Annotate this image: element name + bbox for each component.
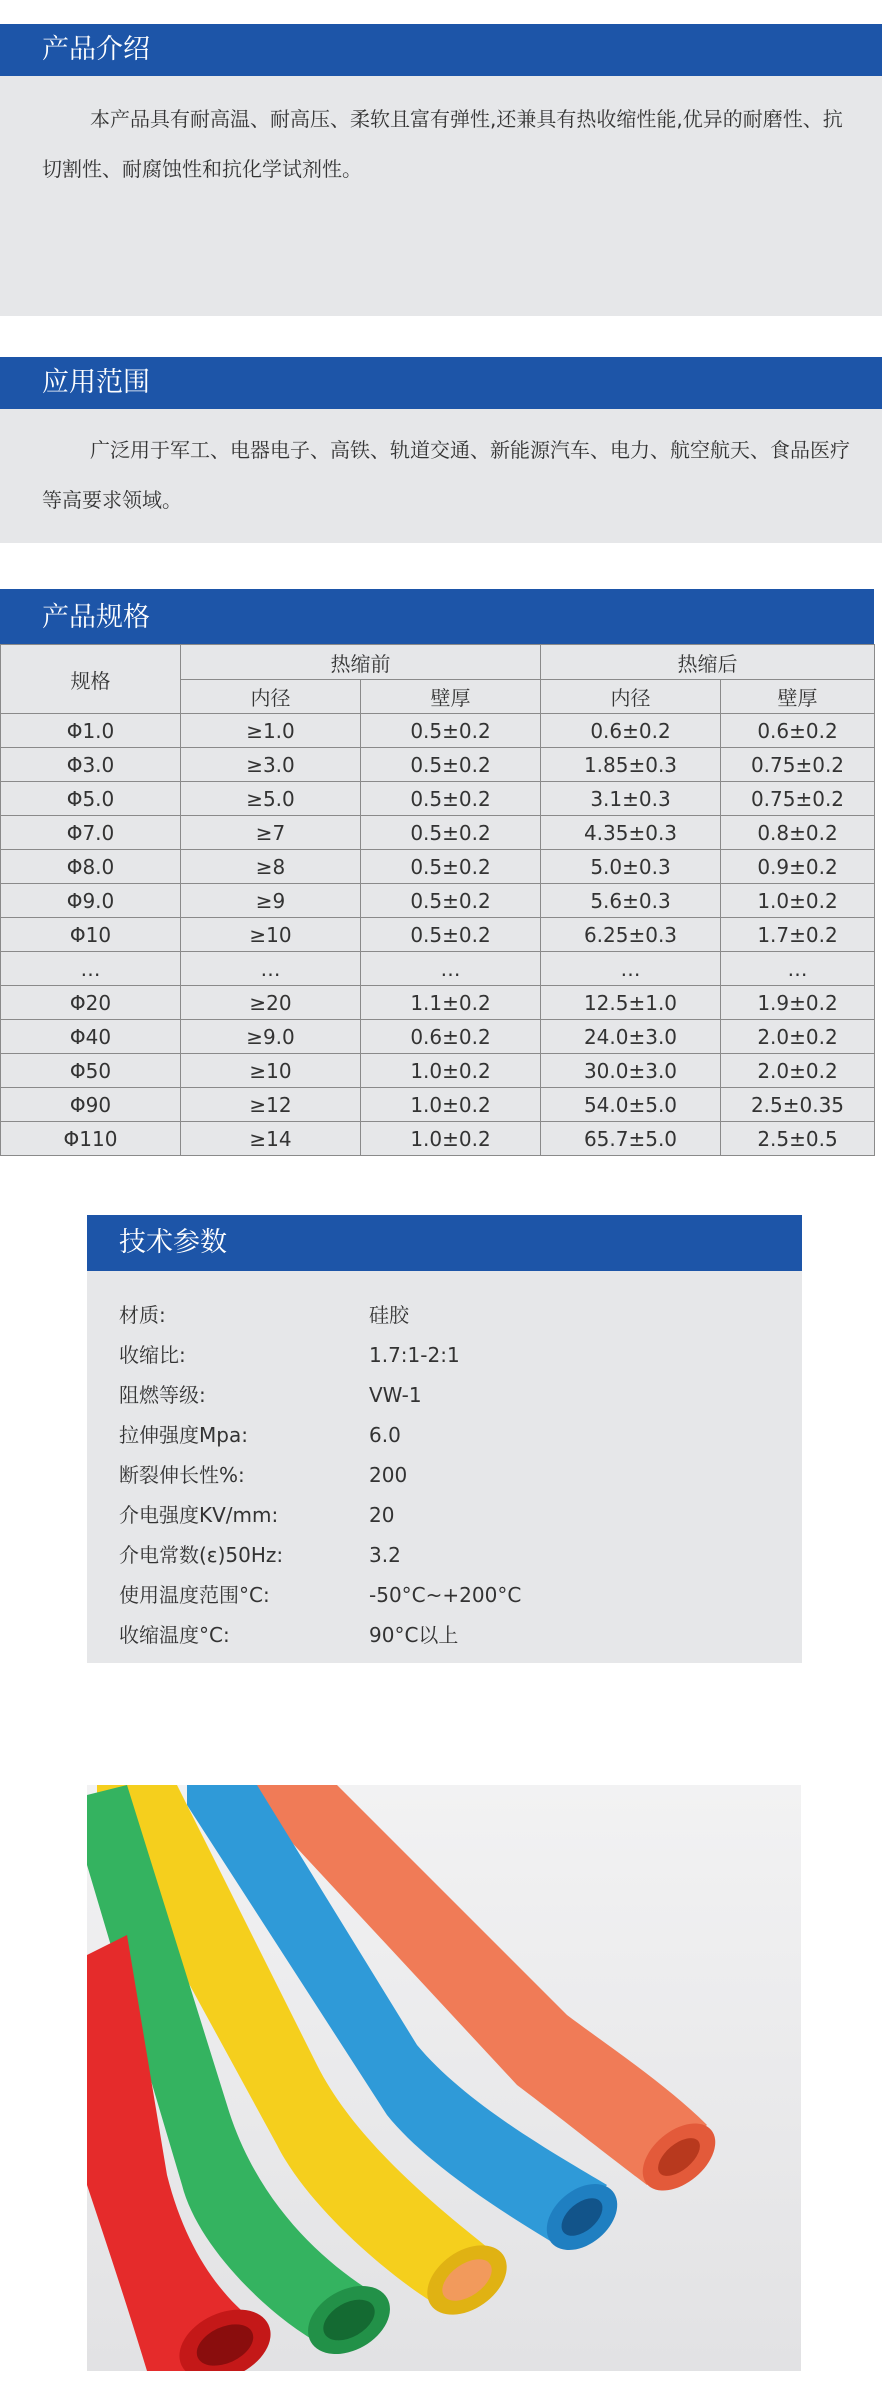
table-row [1,850,875,884]
table-cell: Φ1.0 [1,714,181,748]
tech-value: -50°C~+200°C [369,1583,522,1607]
tech-value: 硅胶 [369,1303,409,1327]
spec-table [0,644,875,1156]
intro-panel [0,76,882,316]
table-cell: 1.7±0.2 [721,918,875,952]
tech-value: 3.2 [369,1543,401,1567]
table-cell: 0.5±0.2 [361,918,541,952]
intro-title: 产品介绍 [0,24,882,76]
table-cell: … [1,952,181,986]
table-cell: Φ90 [1,1088,181,1122]
table-row [1,986,875,1020]
table-cell: 1.0±0.2 [361,1088,541,1122]
table-cell: Φ40 [1,1020,181,1054]
tech-value: 90°C以上 [369,1623,459,1647]
tech-key: 阻燃等级: [119,1383,206,1407]
table-row [1,748,875,782]
table-cell: 4.35±0.3 [541,816,721,850]
table-cell: 54.0±5.0 [541,1088,721,1122]
table-cell: 1.0±0.2 [361,1122,541,1156]
spec-sub-inner-before: 内径 [181,680,361,714]
table-row [1,918,875,952]
tech-value: 6.0 [369,1423,401,1447]
table-cell: ≥1.0 [181,714,361,748]
product-photo [87,1785,801,2371]
table-cell: 2.5±0.35 [721,1088,875,1122]
table-cell: 0.75±0.2 [721,782,875,816]
table-cell: ≥14 [181,1122,361,1156]
table-cell: Φ8.0 [1,850,181,884]
tubes-illustration [87,1785,801,2371]
spec-header-row [1,645,875,680]
table-cell: 0.5±0.2 [361,884,541,918]
tech-value: VW-1 [369,1383,422,1407]
spec-col-spec: 规格 [1,645,181,714]
table-row [1,816,875,850]
table-row [1,952,875,986]
tech-key: 收缩比: [119,1343,186,1367]
tech-key: 拉伸强度Mpa: [119,1423,248,1447]
table-cell: ≥10 [181,1054,361,1088]
table-cell: 24.0±3.0 [541,1020,721,1054]
table-cell: 0.6±0.2 [361,1020,541,1054]
tech-key: 介电常数(ε)50Hz: [119,1543,284,1567]
application-text: 广泛用于军工、电器电子、高铁、轨道交通、新能源汽车、电力、航空航天、食品医疗等高要求领域。 [42,438,850,512]
table-cell: … [721,952,875,986]
table-row [1,1122,875,1156]
tech-value: 200 [369,1463,408,1487]
table-cell: ≥20 [181,986,361,1020]
tech-key: 断裂伸长性%: [119,1463,245,1487]
tech-key: 收缩温度°C: [119,1623,230,1647]
table-cell: 5.6±0.3 [541,884,721,918]
intro-text: 本产品具有耐高温、耐高压、柔软且富有弹性,还兼具有热收缩性能,优异的耐磨性、抗切割性、耐腐蚀性和抗化学试剂性。 [42,107,843,181]
application-panel [0,409,882,543]
table-cell: 0.5±0.2 [361,748,541,782]
table-cell: 1.9±0.2 [721,986,875,1020]
table-cell: 3.1±0.3 [541,782,721,816]
table-cell: Φ20 [1,986,181,1020]
table-cell: … [361,952,541,986]
table-cell: Φ50 [1,1054,181,1088]
table-row [1,1088,875,1122]
table-cell: ≥5.0 [181,782,361,816]
table-cell: 0.5±0.2 [361,714,541,748]
table-cell: Φ10 [1,918,181,952]
table-cell: 0.6±0.2 [541,714,721,748]
spec-sub-inner-after: 内径 [541,680,721,714]
table-cell: Φ9.0 [1,884,181,918]
table-cell: 0.8±0.2 [721,816,875,850]
spec-col-after: 热缩后 [541,645,875,680]
table-cell: 0.5±0.2 [361,816,541,850]
spec-col-before: 热缩前 [181,645,541,680]
table-cell: ≥9.0 [181,1020,361,1054]
tech-key: 介电强度KV/mm: [119,1503,279,1527]
table-row [1,782,875,816]
spec-sub-wall-after: 壁厚 [721,680,875,714]
table-cell: ≥8 [181,850,361,884]
table-cell: … [181,952,361,986]
tech-key: 使用温度范围°C: [119,1583,270,1607]
table-cell: … [541,952,721,986]
table-cell: ≥10 [181,918,361,952]
table-cell: 12.5±1.0 [541,986,721,1020]
table-cell: 2.0±0.2 [721,1054,875,1088]
table-cell: 2.0±0.2 [721,1020,875,1054]
tech-value: 20 [369,1503,395,1527]
table-cell: 5.0±0.3 [541,850,721,884]
table-cell: Φ110 [1,1122,181,1156]
spec-title: 产品规格 [42,602,150,633]
table-cell: 1.1±0.2 [361,986,541,1020]
table-cell: 0.75±0.2 [721,748,875,782]
table-row [1,1054,875,1088]
table-cell: Φ7.0 [1,816,181,850]
table-cell: 0.5±0.2 [361,782,541,816]
spec-header-bar [0,589,874,646]
table-cell: 1.85±0.3 [541,748,721,782]
table-cell: ≥7 [181,816,361,850]
table-cell: 0.5±0.2 [361,850,541,884]
table-cell: ≥3.0 [181,748,361,782]
table-cell: 30.0±3.0 [541,1054,721,1088]
tech-key: 材质: [119,1303,166,1327]
table-cell: 1.0±0.2 [361,1054,541,1088]
table-row [1,1020,875,1054]
table-cell: 6.25±0.3 [541,918,721,952]
table-cell: ≥9 [181,884,361,918]
table-cell: 65.7±5.0 [541,1122,721,1156]
application-title: 应用范围 [0,357,882,409]
table-cell: Φ3.0 [1,748,181,782]
tech-title: 技术参数 [87,1215,802,1271]
table-cell: 0.9±0.2 [721,850,875,884]
tech-value: 1.7:1-2:1 [369,1343,460,1367]
tech-panel [87,1215,802,1663]
table-cell: Φ5.0 [1,782,181,816]
table-row [1,714,875,748]
spec-sub-wall-before: 壁厚 [361,680,541,714]
table-cell: 0.6±0.2 [721,714,875,748]
table-cell: 2.5±0.5 [721,1122,875,1156]
table-cell: 1.0±0.2 [721,884,875,918]
table-row [1,884,875,918]
table-cell: ≥12 [181,1088,361,1122]
